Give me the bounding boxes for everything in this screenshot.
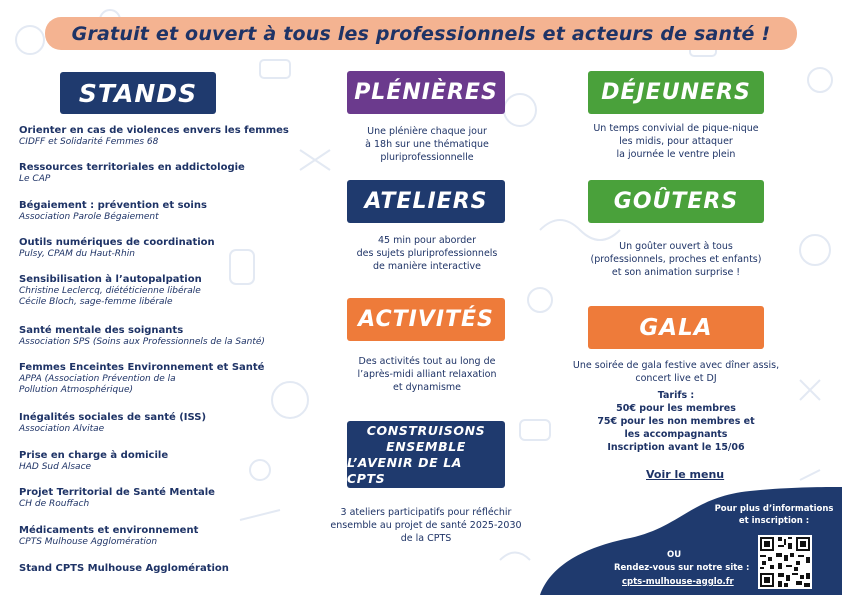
stand-organizer: Christine Leclercq, diététicienne libérale	[19, 286, 201, 296]
stand-organizer: Le CAP	[19, 174, 51, 184]
gouters-title: GOÛTERS	[613, 189, 739, 214]
stand-item	[19, 525, 198, 548]
plenieres-badge	[347, 71, 505, 114]
dejeuners-desc-line: la journée le ventre plein	[616, 149, 736, 160]
gala-title: GALA	[639, 314, 713, 341]
construisons-title-line: ENSEMBLE	[386, 438, 466, 454]
info-heading	[712, 503, 836, 527]
gala-tarif-line: 75€ pour les non membres et	[597, 416, 755, 427]
activites-desc-line: et dynamisme	[392, 382, 462, 393]
stand-title: Santé mentale des soignants	[19, 325, 184, 336]
gala-desc-line: concert live et DJ	[635, 373, 717, 384]
info-heading-line: Pour plus d’informations	[714, 504, 834, 514]
gouters-description	[570, 240, 782, 279]
stand-title: Projet Territorial de Santé Mentale	[19, 487, 215, 498]
stand-title: Femmes Enceintes Environnement et Santé	[19, 362, 265, 373]
construisons-badge	[347, 421, 505, 488]
stand-organizer: Pulsy, CPAM du Haut-Rhin	[19, 249, 135, 259]
stand-item	[19, 325, 265, 348]
gala-desc-line: Une soirée de gala festive avec dîner assis,	[572, 360, 780, 371]
stand-title: Stand CPTS Mulhouse Agglomération	[19, 563, 229, 574]
plenieres-desc-line: Une plénière chaque jour	[367, 126, 487, 137]
construisons-description	[313, 506, 539, 545]
top-banner	[45, 17, 797, 50]
ateliers-description	[330, 234, 524, 273]
stand-organizer: CH de Rouffach	[19, 499, 90, 509]
activites-description	[330, 355, 524, 394]
activites-desc-line: l’après-midi alliant relaxation	[357, 369, 497, 380]
ateliers-desc-line: de manière interactive	[372, 261, 482, 272]
info-ou: OU	[667, 550, 682, 560]
plenieres-description	[330, 125, 524, 164]
gouters-badge	[588, 180, 764, 223]
stand-title: Outils numériques de coordination	[19, 237, 215, 248]
gala-tarifs-heading: Tarifs :	[657, 390, 695, 401]
stand-organizer: CIDFF et Solidarité Femmes 68	[19, 137, 159, 147]
construisons-desc-line: ensemble au projet de santé 2025-2030	[330, 520, 522, 531]
dejeuners-desc-line: Un temps convivial de pique-nique	[593, 123, 759, 134]
dejeuners-title: DÉJEUNERS	[601, 80, 751, 105]
stand-title: Sensibilisation à l’autopalpation	[19, 274, 202, 285]
stand-organizer: CPTS Mulhouse Agglomération	[19, 537, 158, 547]
stand-title: Bégaiement : prévention et soins	[19, 200, 207, 211]
stands-title: STANDS	[78, 78, 198, 108]
stand-item	[19, 487, 215, 510]
stand-organizer: Pollution Atmosphérique)	[19, 385, 134, 395]
stand-item	[19, 125, 289, 148]
stand-item	[19, 563, 229, 575]
info-site-label: Rendez-vous sur notre site :	[614, 563, 750, 573]
qr-code[interactable]	[758, 535, 812, 589]
stand-organizer: APPA (Association Prévention de la	[19, 374, 176, 384]
construisons-desc-line: de la CPTS	[400, 533, 452, 544]
stand-title: Ressources territoriales en addictologie	[19, 162, 245, 173]
stand-item	[19, 200, 207, 223]
voir-menu-link[interactable]: Voir le menu	[646, 468, 725, 481]
ateliers-desc-line: des sujets pluriprofessionnels	[356, 248, 498, 259]
stand-organizer: HAD Sud Alsace	[19, 462, 92, 472]
gala-inscription-deadline: Inscription avant le 15/06	[607, 442, 745, 453]
activites-title: ACTIVITÉS	[358, 307, 494, 332]
gala-description	[560, 359, 792, 454]
dejeuners-description	[570, 122, 782, 161]
stand-organizer: Association Alvitae	[19, 424, 105, 434]
stands-badge	[60, 72, 216, 114]
ateliers-title: ATELIERS	[364, 189, 488, 214]
gouters-desc-line: (professionnels, proches et enfants)	[590, 254, 762, 265]
stand-title: Inégalités sociales de santé (ISS)	[19, 412, 207, 423]
gouters-desc-line: et son animation surprise !	[611, 267, 741, 278]
activites-badge	[347, 298, 505, 341]
stand-title: Médicaments et environnement	[19, 525, 199, 536]
ateliers-badge	[347, 180, 505, 223]
gouters-desc-line: Un goûter ouvert à tous	[619, 241, 733, 252]
construisons-title-line: CONSTRUISONS	[366, 422, 486, 438]
activites-desc-line: Des activités tout au long de	[358, 356, 496, 367]
construisons-desc-line: 3 ateliers participatifs pour réfléchir	[340, 507, 512, 518]
stand-item	[19, 450, 168, 473]
stand-item	[19, 274, 202, 308]
stand-organizer: Cécile Bloch, sage-femme libérale	[19, 297, 173, 307]
qr-code-graphic	[758, 535, 812, 589]
banner-text: Gratuit et ouvert à tous les professionnels et acteurs de santé !	[71, 22, 771, 45]
gala-tarif-line: les accompagnants	[624, 429, 728, 440]
stand-title: Orienter en cas de violences envers les femmes	[19, 125, 289, 136]
stand-item	[19, 362, 264, 396]
stand-item	[19, 162, 245, 185]
gala-tarif-line: 50€ pour les membres	[616, 403, 736, 414]
plenieres-title: PLÉNIÈRES	[354, 80, 498, 105]
stand-item	[19, 412, 206, 435]
dejeuners-badge	[588, 71, 764, 114]
construisons-title-line: L’AVENIR DE LA CPTS	[347, 454, 463, 486]
stand-item	[19, 237, 215, 260]
ateliers-desc-line: 45 min pour aborder	[377, 235, 476, 246]
plenieres-desc-line: à 18h sur une thématique	[365, 139, 489, 150]
info-heading-line: et inscription :	[738, 516, 810, 526]
stand-organizer: Association SPS (Soins aux Professionnels de la Santé)	[19, 337, 265, 347]
plenieres-desc-line: pluriprofessionnelle	[380, 152, 474, 163]
website-link[interactable]: cpts-mulhouse-agglo.fr	[622, 577, 734, 587]
dejeuners-desc-line: les midis, pour attaquer	[619, 136, 733, 147]
stand-organizer: Association Parole Bégaiement	[19, 212, 159, 222]
stand-title: Prise en charge à domicile	[19, 450, 169, 461]
gala-badge	[588, 306, 764, 349]
